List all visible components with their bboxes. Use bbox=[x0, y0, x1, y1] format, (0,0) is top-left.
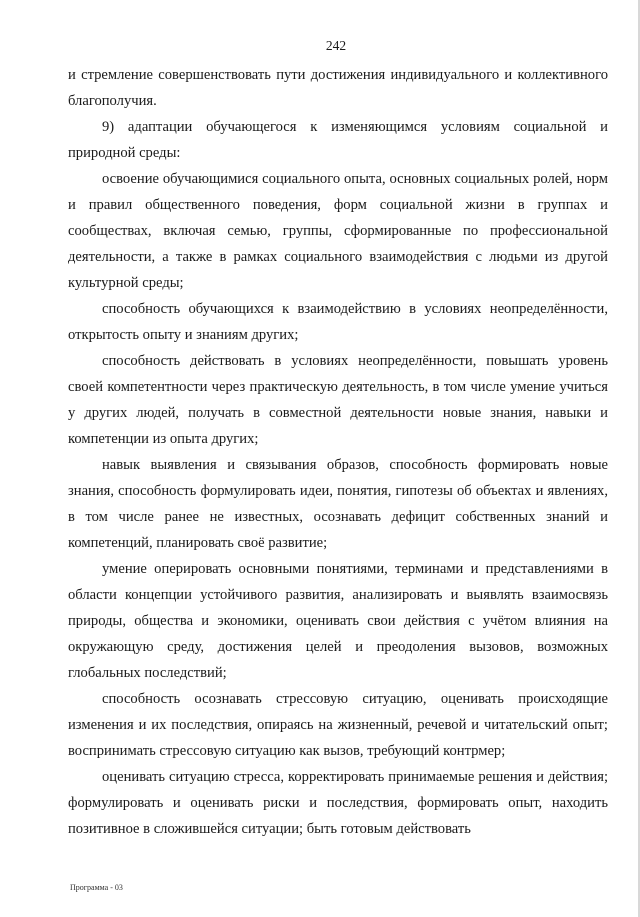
paragraph-stress-evaluation: оценивать ситуацию стресса, корректировать принимаемые решения и действия; формулировать и оценивать риски и последствия, формировать опыт, находить позитивное в сложившейся ситуации; быть готовым действовать bbox=[68, 769, 608, 837]
paragraph-interaction-ability: способность обучающихся к взаимодействию в условиях неопределённости, открытость опыту и знаниям других; bbox=[68, 301, 608, 343]
page-number: 242 bbox=[325, 38, 347, 53]
paragraph-sustainable-development: умение оперировать основными понятиями, терминами и представлениями в области концепции устойчивого развития, анализировать и выявлять взаимосвязь природы, общества и экономики, оценивать свои действия с учётом влияния на окружающую среду, достижения целей и преодоления вызовов, возможных глобальных последствий; bbox=[68, 561, 608, 681]
footer-label: Программа - 03 bbox=[70, 883, 123, 892]
body-text bbox=[68, 62, 608, 842]
paragraph-item-9-heading: 9) адаптации обучающегося к изменяющимся условиям социальной и природной среды: bbox=[68, 119, 608, 161]
paragraph-continuation: и стремление совершенствовать пути достижения индивидуального и коллективного благополучия. bbox=[68, 67, 608, 109]
paragraph-act-under-uncertainty: способность действовать в условиях неопределённости, повышать уровень своей компетентности через практическую деятельность, в том числе умение учиться у других людей, получать в совместной деятельности новые знания, навыки и компетенции из опыта других; bbox=[68, 353, 608, 447]
paragraph-image-linking-skill: навык выявления и связывания образов, способность формировать новые знания, способность формулировать идеи, понятия, гипотезы об объектах и явлениях, в том числе ранее не известных, осознавать дефицит собственных знаний и компетенций, планировать своё развитие; bbox=[68, 457, 608, 551]
paragraph-social-experience: освоение обучающимися социального опыта, основных социальных ролей, норм и правил общественного поведения, форм социальной жизни в группах и сообществах, включая семью, группы, сформированные по профессиональной деятельности, а также в рамках социального взаимодействия с людьми из другой культурной среды; bbox=[68, 171, 608, 291]
paragraph-stress-awareness: способность осознавать стрессовую ситуацию, оценивать происходящие изменения и их последствия, опираясь на жизненный, речевой и читательский опыт; воспринимать стрессовую ситуацию как вызов, требующий контрмер; bbox=[68, 691, 608, 759]
